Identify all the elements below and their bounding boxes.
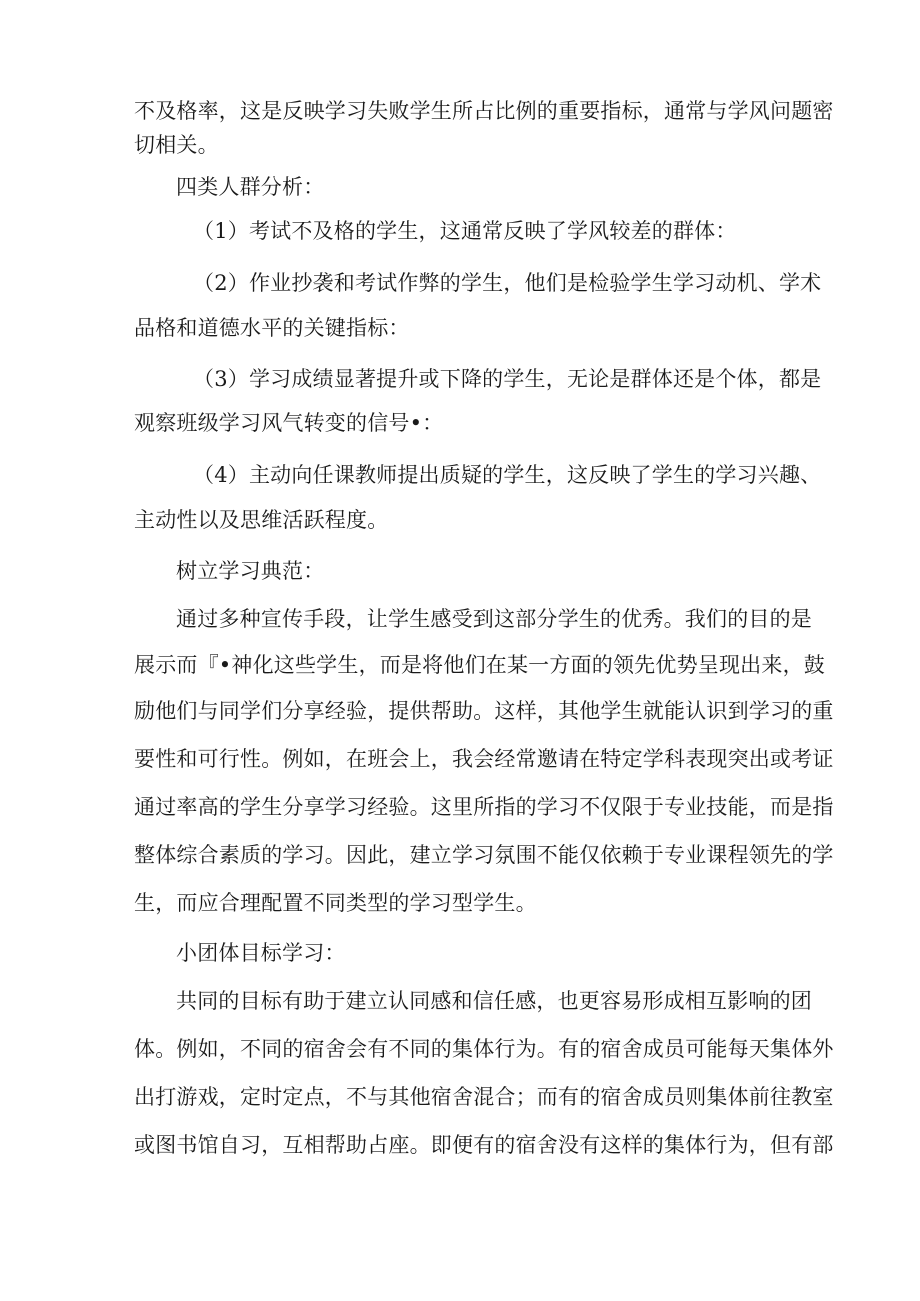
paragraph-role-models-line-2: 展示而『•神化这些学生，而是将他们在某一方面的领先优势呈现出来，鼓 xyxy=(134,653,825,677)
list-item-1: （1）考试不及格的学生，这通常反映了学风较差的群体： xyxy=(193,219,737,243)
paragraph-line-2: 切相关。 xyxy=(134,133,219,157)
paragraph-small-groups-line-2: 体。例如，不同的宿舍会有不同的集体行为。有的宿舍成员可能每天集体外 xyxy=(134,1037,834,1061)
list-item-2-line-1: （2）作业抄袭和考试作弊的学生，他们是检验学生学习动机、学术 xyxy=(193,271,822,295)
paragraph-role-models-line-1: 通过多种宣传手段，让学生感受到这部分学生的优秀。我们的目的是 xyxy=(176,607,812,631)
section-heading-role-models: 树立学习典范： xyxy=(176,559,325,583)
paragraph-small-groups-line-4: 或图书馆自习，互相帮助占座。即便有的宿舍没有这样的集体行为，但有部 xyxy=(134,1133,834,1157)
paragraph-small-groups-line-3: 出打游戏，定时定点，不与其他宿舍混合；而有的宿舍成员则集体前往教室 xyxy=(134,1085,834,1109)
section-heading-small-groups: 小团体目标学习： xyxy=(176,941,346,965)
list-item-2-line-2: 品格和道德水平的关键指标： xyxy=(134,316,410,340)
paragraph-role-models-line-3: 励他们与同学们分享经验，提供帮助。这样，其他学生就能认识到学习的重 xyxy=(134,699,834,723)
paragraph-role-models-line-5: 通过率高的学生分享学习经验。这里所指的学习不仅限于专业技能，而是指 xyxy=(134,795,834,819)
paragraph-small-groups-line-1: 共同的目标有助于建立认同感和信任感，也更容易形成相互影响的团 xyxy=(176,989,812,1013)
list-item-4-line-1: （4）主动向任课教师提出质疑的学生，这反映了学生的学习兴趣、 xyxy=(193,463,822,487)
paragraph-role-models-line-4: 要性和可行性。例如，在班会上，我会经常邀请在特定学科表现突出或考证 xyxy=(134,747,834,771)
paragraph-role-models-line-7: 生，而应合理配置不同类型的学习型学生。 xyxy=(134,891,537,915)
paragraph-role-models-line-6: 整体综合素质的学习。因此，建立学习氛围不能仅依赖于专业课程领先的学 xyxy=(134,843,834,867)
list-item-3-line-1: （3）学习成绩显著提升或下降的学生，无论是群体还是个体，都是 xyxy=(193,367,822,391)
paragraph-line-1: 不及格率，这是反映学习失败学生所占比例的重要指标，通常与学风问题密 xyxy=(134,99,834,123)
list-item-4-line-2: 主动性以及思维活跃程度。 xyxy=(134,508,389,532)
list-item-3-line-2: 观察班级学习风气转变的信号•： xyxy=(134,411,444,435)
section-heading-four-groups: 四类人群分析： xyxy=(176,175,325,199)
